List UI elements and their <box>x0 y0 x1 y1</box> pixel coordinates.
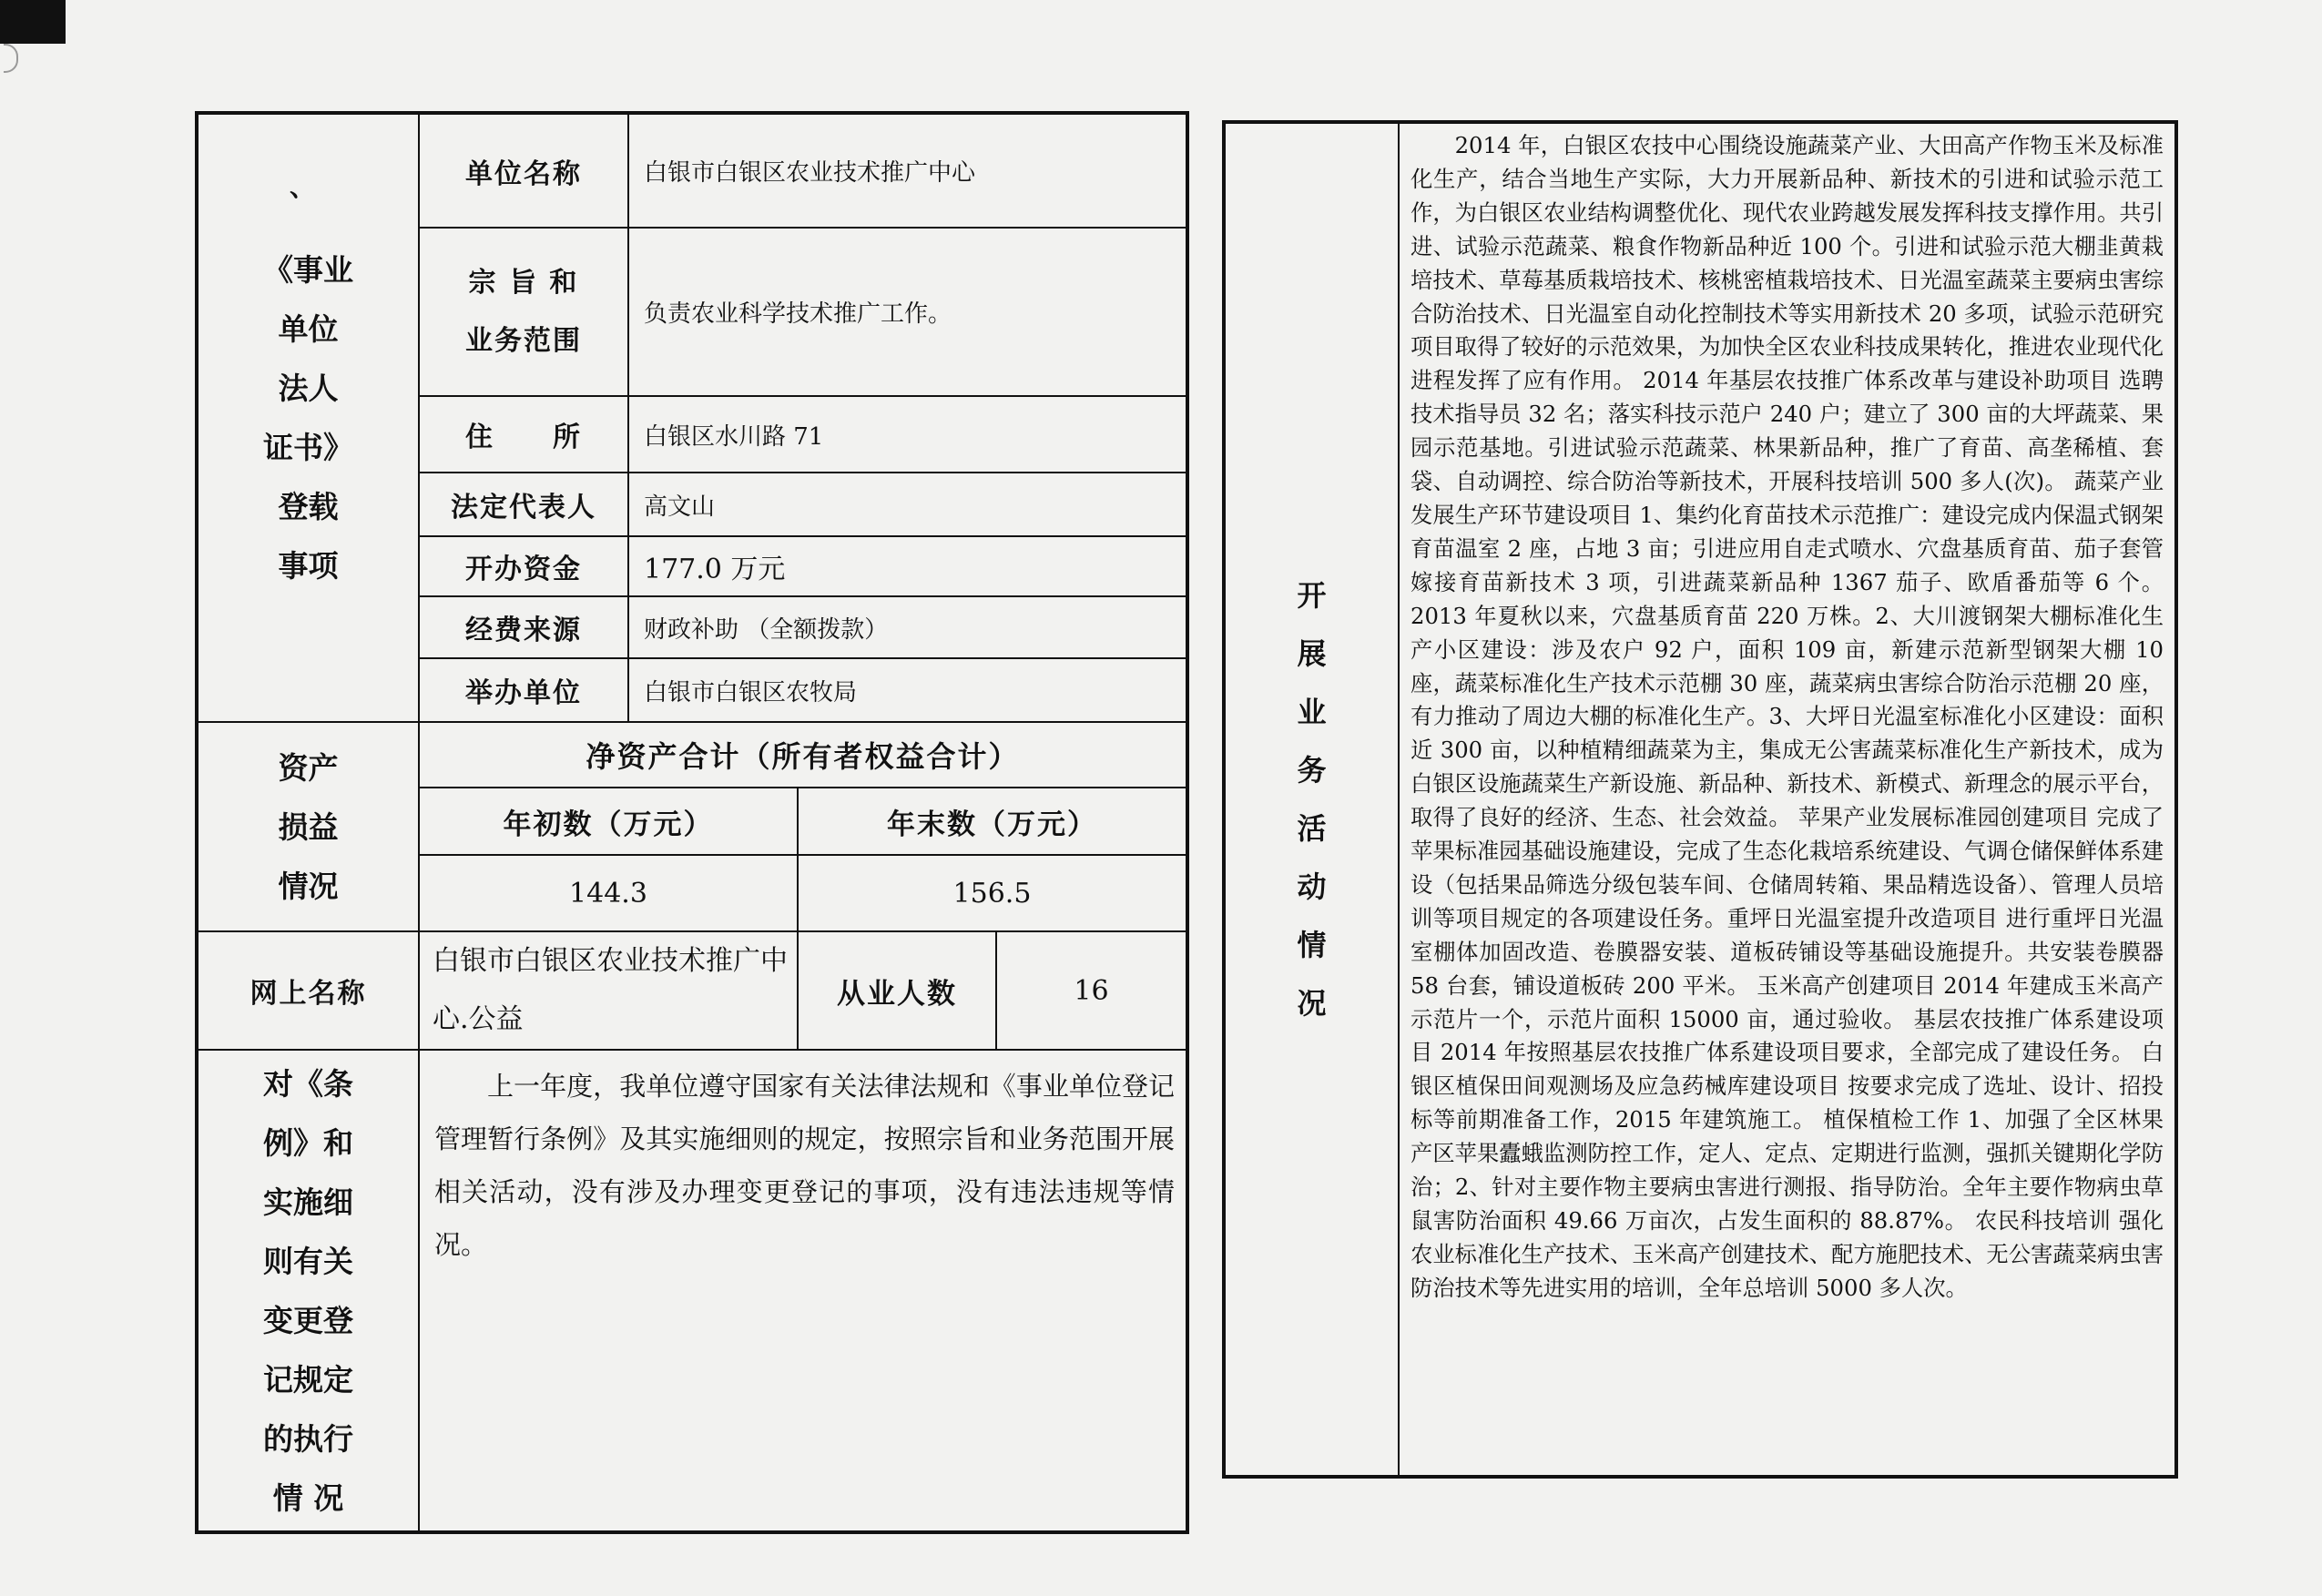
certificate-section-title: 《事业 单位 法人 证书》 登载 事项 <box>197 113 419 722</box>
online-name-label: 网上名称 <box>197 931 419 1050</box>
end-year-label: 年末数（万元） <box>798 788 1187 855</box>
compliance-section-title: 对《条 例》和 实施细 则有关 变更登 记规定 的执行 情 况 <box>197 1050 419 1532</box>
certificate-table <box>195 111 1189 1534</box>
activities-section-title: 开 展 业 务 活 动 情 况 <box>1224 122 1399 1477</box>
compliance-statement: 上一年度，我单位遵守国家有关法律法规和《事业单位登记管理暂行条例》及其实施细则的规定，按照宗旨和业务范围开展相关活动，没有涉及办理变更登记的事项，没有违法违规等情况。 <box>419 1050 1187 1532</box>
net-assets-header: 净资产合计（所有者权益合计） <box>419 722 1187 788</box>
address-label: 住 所 <box>419 396 628 473</box>
funding-source-label: 经费来源 <box>419 596 628 658</box>
begin-year-value: 144.3 <box>419 855 798 931</box>
funding-source-value: 财政补助 （全额拨款） <box>628 596 1187 658</box>
address-value: 白银区水川路 71 <box>628 396 1187 473</box>
scan-corner-mark <box>0 0 66 44</box>
online-name-value: 白银市白银区农业技术推广中心.公益 <box>419 931 798 1050</box>
staff-count-value: 16 <box>996 931 1187 1050</box>
activities-report: 2014 年，白银区农技中心围绕设施蔬菜产业、大田高产作物玉米及标准化生产，结合当地生产实际，大力开展新品种、新技术的引进和试验示范工作，为白银区农业结构调整优化、现代农业跨越发展发挥科技支撑作用。共引进、试验示范蔬菜、粮食作物新品种近 100 个。引进和试验示范大棚韭黄栽培技术、草莓基质栽培技术、核桃密植栽培技术、日光温室蔬菜主要病虫害综合防治技术、日光温室自动化控制技术等实用新技术 20 多项，试验示范研究项目取得了较好的示范效果，为加快全区农业科技成果转化，推进农业现代化进程发挥了应有作用。 2014 年基层农技推广体系改革与建设补助项目 选聘技术指导员 32 名；落实科技示范户 240 户；建立了 300 亩的大坪蔬菜、果园示范基地。引进试验示范蔬菜、林果新品种，推广了育苗、高垄稀植、套袋、自动调控、综合防治等新技术，开展科技培训 500 多人(次)。 蔬菜产业发展生产环节建设项目 1、集约化育苗技术示范推广：建设完成内保温式钢架育苗温室 2 座，占地 3 亩；引进应用自走式喷水、穴盘基质育苗、茄子套管嫁接育苗新技术 3 项，引进蔬菜新品种 1367 茄子、欧盾番茄等 6 个。2013 年夏秋以来，穴盘基质育苗 220 万株。2、大川渡钢架大棚标准化生产小区建设：涉及农户 92 户，面积 109 亩，新建示范新型钢架大棚 10 座，蔬菜标准化生产技术示范棚 30 座，蔬菜病虫害综合防治示范棚 20 座，有力推动了周边大棚的标准化生产。3、大坪日光温室标准化小区建设：面积近 300 亩，以种植精细蔬菜为主，集成无公害蔬菜标准化生产新技术，成为白银区设施蔬菜生产新设施、新品种、新技术、新模式、新理念的展示平台，取得了良好的经济、生态、社会效益。 苹果产业发展标准园创建项目 完成了苹果标准园基础设施建设，完成了生态化栽培系统建设、气调仓储保鲜体系建设（包括果品筛选分级包装车间、仓储周转箱、果品精选设备）、管理人员培训等项目规定的各项建设任务。重坪日光温室提升改造项目 进行重坪日光温室棚体加固改造、卷膜器安装、道板砖铺设等基础设施提升。共安装卷膜器 58 台套，铺设道板砖 200 平米。 玉米高产创建项目 2014 年建成玉米高产示范片一个，示范片面积 15000 亩，通过验收。 基层农技推广体系建设项目 2014 年按照基层农技推广体系建设项目要求，全部完成了建设任务。 白银区植保田间观测场及应急药械库建设项目 按要求完成了选址、设计、招投标等前期准备工作，2015 年建筑施工。 植保植检工作 1、加强了全区林果产区苹果蠹蛾监测防控工作，定人、定点、定期进行监测，强抓关键期化学防治；2、针对主要作物主要病虫害进行测报、指导防治。全年主要作物病虫草鼠害防治面积 49.66 万亩次，占发生面积的 88.87%。 农民科技培训 强化农业标准化生产技术、玉米高产创建技术、配方施肥技术、无公害蔬菜病虫害防治技术等先进实用的培训，全年总培训 5000 多人次。 <box>1399 122 2176 1477</box>
purpose-value: 负责农业科学技术推广工作。 <box>628 228 1187 396</box>
end-year-value: 156.5 <box>798 855 1187 931</box>
capital-label: 开办资金 <box>419 536 628 596</box>
capital-value: 177.0 万元 <box>628 536 1187 596</box>
sponsor-label: 举办单位 <box>419 658 628 722</box>
legal-rep-value: 高文山 <box>628 473 1187 536</box>
legal-rep-label: 法定代表人 <box>419 473 628 536</box>
begin-year-label: 年初数（万元） <box>419 788 798 855</box>
scan-mark: 、 <box>290 172 316 202</box>
assets-section-title: 资产 损益 情况 <box>197 722 419 931</box>
staff-count-label: 从业人数 <box>798 931 996 1050</box>
unit-name-label: 单位名称 <box>419 113 628 228</box>
purpose-label: 宗 旨 和 业务范围 <box>419 228 628 396</box>
unit-name-value: 白银市白银区农业技术推广中心 <box>628 113 1187 228</box>
activities-table <box>1222 120 2178 1479</box>
sponsor-value: 白银市白银区农牧局 <box>628 658 1187 722</box>
binding-hole <box>4 44 18 73</box>
